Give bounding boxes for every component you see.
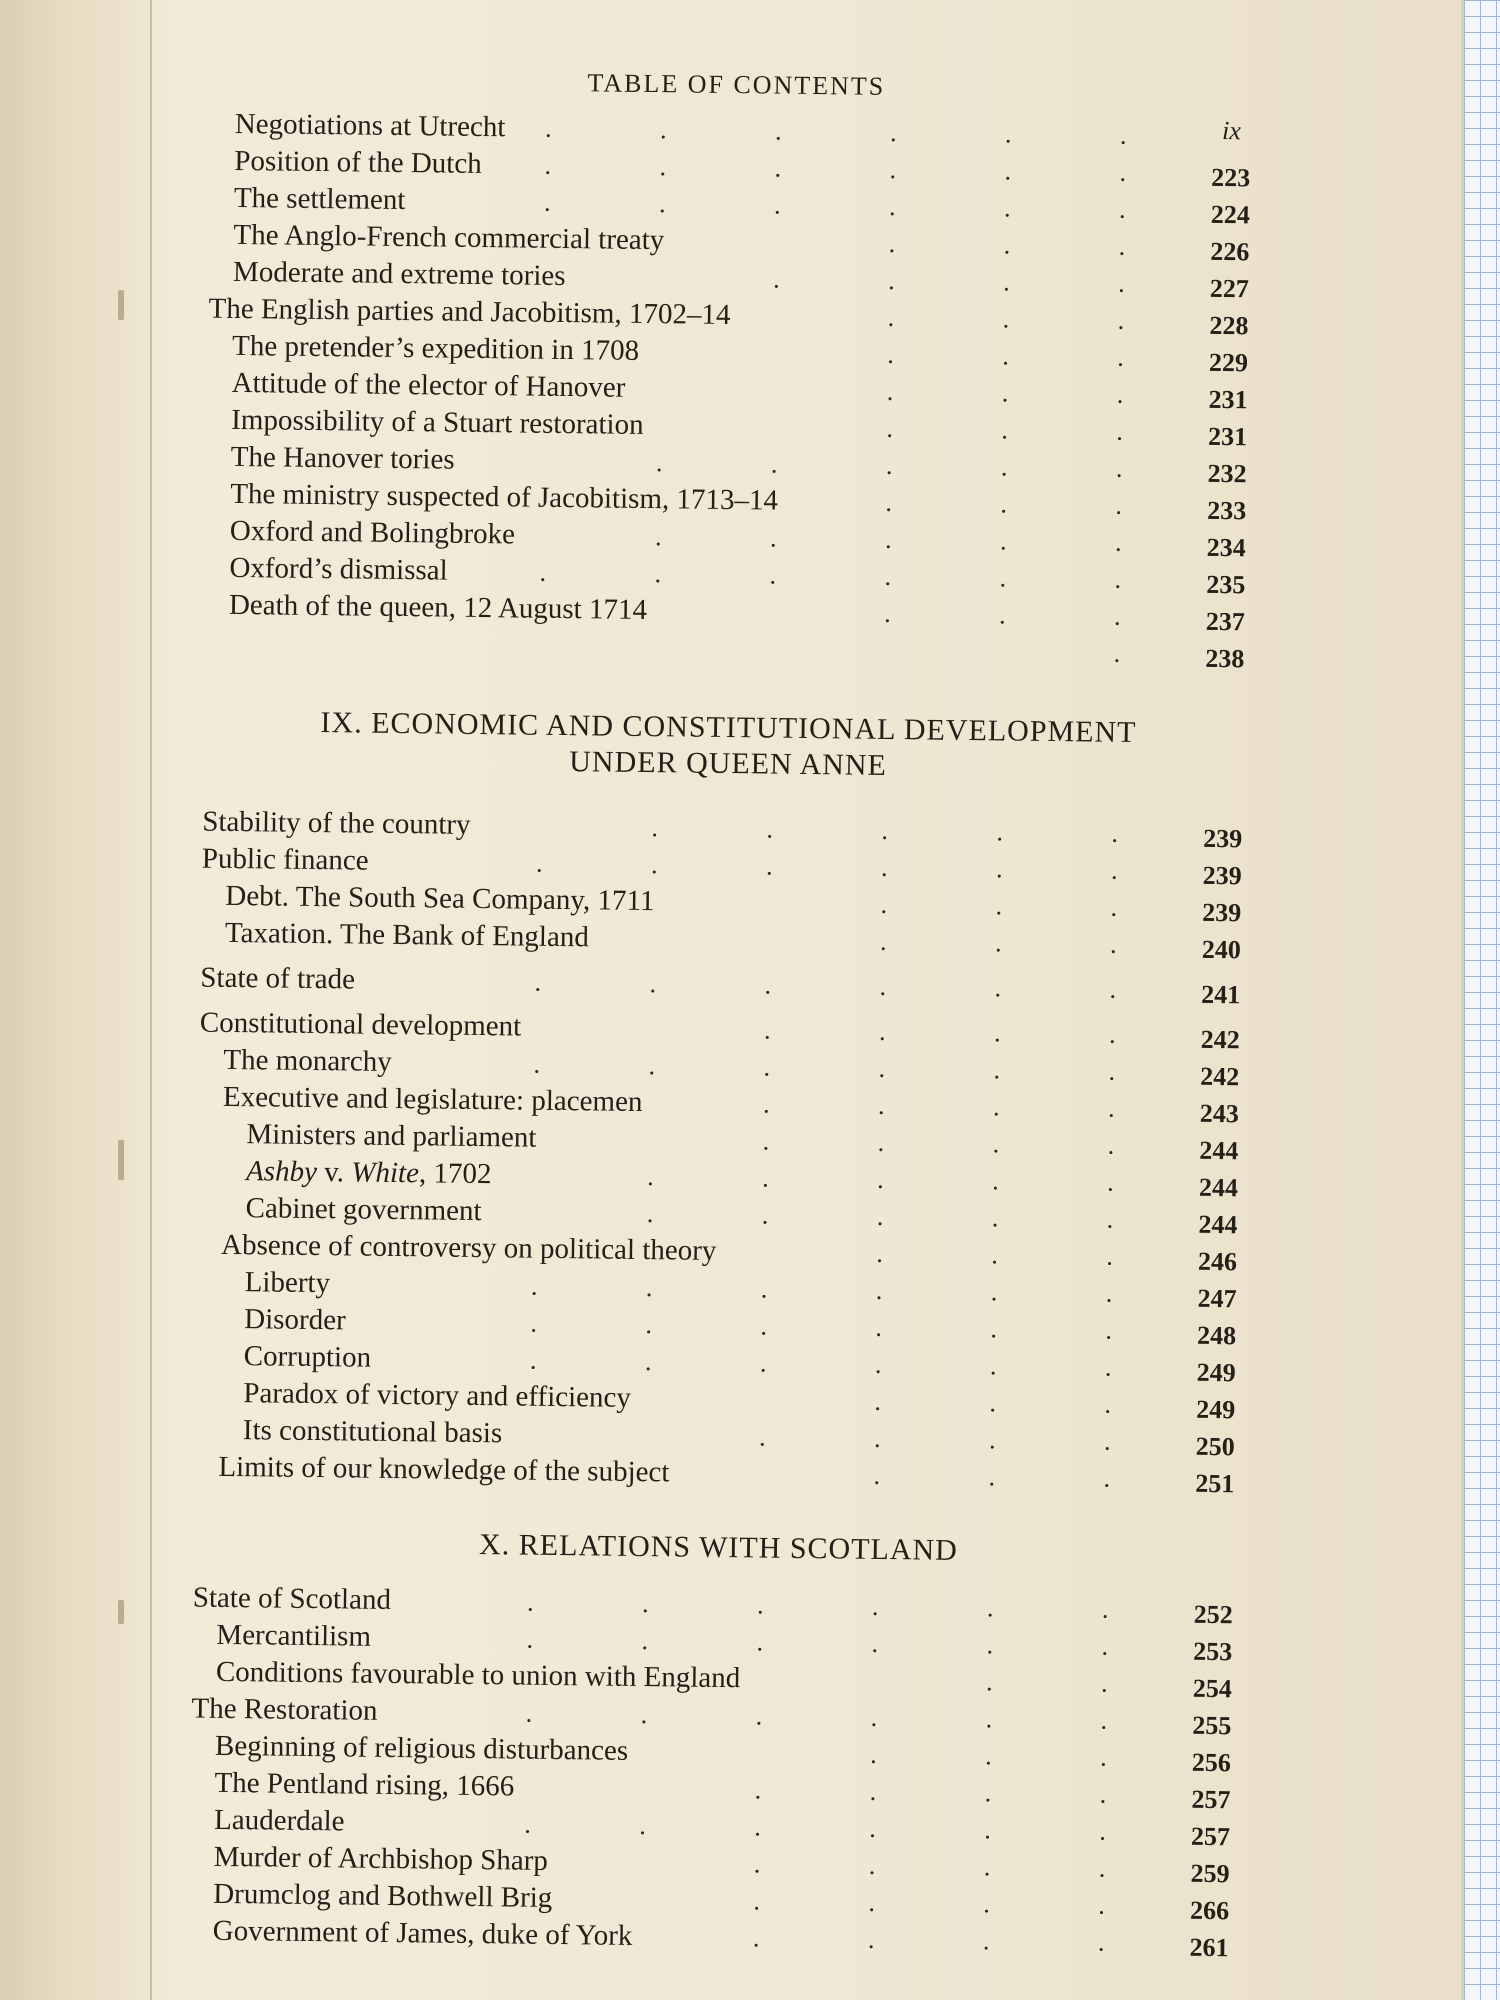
toc-entry-page: 261 (1189, 1932, 1229, 1963)
toc-entry-title: Negotiations at Utrecht (234, 107, 506, 144)
toc-entry-page: 239 (1203, 823, 1243, 854)
dot-leader: . . . (887, 302, 1125, 335)
toc-entry-title: Impossibility of a Stuart restoration (231, 403, 644, 441)
case-name-italic: Ashby (245, 1155, 318, 1189)
toc-entry-page: 235 (1206, 569, 1246, 600)
toc-entry-title: Ministers and parliament (246, 1118, 537, 1154)
toc-entry-page: 239 (1202, 860, 1242, 891)
dot-leader: . . . . . . (544, 150, 1127, 187)
graph-paper-strip (1461, 0, 1500, 2000)
toc-entry-title: Beginning of religious disturbances (214, 1729, 629, 1767)
toc-entry-page: 232 (1207, 458, 1247, 489)
toc-entry-title: Moderate and extreme tories (232, 255, 566, 292)
toc-entry-page: 238 (1205, 643, 1245, 674)
dot-leader: . . . . . (655, 448, 1123, 483)
toc-chapter-ix (194, 804, 1252, 1499)
dot-leader: . . . (886, 376, 1124, 409)
dot-leader: . . . . (763, 1015, 1116, 1049)
dot-leader: . . (985, 1667, 1108, 1698)
toc-entry-title: Liberty (244, 1266, 331, 1300)
toc-entry-title: The pretender’s expedition in 1708 (231, 329, 640, 367)
toc-entry-page: 255 (1192, 1710, 1232, 1741)
dot-leader: . . . . . . (530, 1271, 1113, 1308)
book-page (188, 44, 1262, 1987)
toc-entry-page: 259 (1190, 1858, 1230, 1889)
page-number: ix (1221, 116, 1242, 146)
toc-entry-page: 240 (1201, 934, 1242, 965)
toc-entry-title: The Pentland rising, 1666 (214, 1766, 515, 1803)
toc-entry-title: State of Scotland (192, 1581, 392, 1616)
chapter-heading: X. RELATIONS WITH SCOTLAND (478, 1528, 959, 1567)
toc-entry (200, 960, 1250, 1010)
toc-entry-page: 251 (1195, 1468, 1235, 1499)
toc-entry-title (246, 1153, 492, 1193)
toc-entry-page: 234 (1206, 532, 1246, 563)
chapter-heading-line: IX. ECONOMIC AND CONSTITUTIONAL DEVELOPMENT (320, 706, 1137, 750)
dot-leader: . . . . . . (543, 187, 1126, 224)
toc-entry-title: Executive and legislature: placemen (222, 1080, 643, 1118)
toc-entry-title: Attitude of the elector of Hanover (231, 366, 626, 404)
dot-leader: . . . (876, 1238, 1114, 1271)
dot-leader: . . . . . (646, 1199, 1114, 1234)
toc-entry-page: 242 (1200, 1061, 1240, 1092)
dot-leader: . . . . . . (526, 1587, 1109, 1624)
toc-entry-title: Conditions favourable to union with England (215, 1655, 741, 1695)
toc-entry-page: 229 (1208, 347, 1249, 378)
toc-entry-page: 249 (1196, 1357, 1236, 1388)
dot-leader: . . . . . . (530, 1308, 1113, 1345)
case-versus: v. (316, 1156, 352, 1189)
dot-leader: . . . . . . (539, 557, 1122, 594)
toc-entry-page: 252 (1193, 1599, 1233, 1630)
toc-entry-title: Lauderdale (213, 1803, 345, 1838)
toc-entry-page: 254 (1192, 1673, 1232, 1704)
binding-stitch (118, 1140, 124, 1180)
toc-entry-page (1191, 122, 1251, 123)
toc-entry-page: 243 (1199, 1098, 1240, 1129)
dot-leader: . . . (874, 1386, 1112, 1419)
toc-entry-page: 244 (1199, 1135, 1239, 1166)
toc-entry-title: Oxford’s dismissal (229, 551, 448, 587)
toc-entry-title: The Hanover tories (230, 440, 455, 476)
dot-leader: . . . . . (654, 522, 1122, 557)
dot-leader: . . . . . (647, 1162, 1114, 1197)
dot-leader: . . . . (758, 1422, 1111, 1456)
toc-entry-page: 224 (1210, 199, 1250, 230)
toc-entry-page: 228 (1209, 310, 1249, 341)
dot-leader: . . . . (753, 1886, 1106, 1920)
toc-entry-page: 223 (1211, 162, 1251, 193)
toc-entry-page: 257 (1191, 1784, 1231, 1815)
dot-leader: . . . . . . (524, 1809, 1106, 1846)
chapter-heading (203, 704, 1254, 789)
toc-entry-page: 246 (1197, 1246, 1238, 1277)
toc-entry-page: 227 (1209, 273, 1250, 304)
toc-entry-title: Limits of our knowledge of the subject (218, 1450, 670, 1489)
toc-entry-title: Debt. The South Sea Company, 1711 (225, 879, 655, 918)
dot-leader: . . . (880, 889, 1118, 922)
dot-leader: . . . (888, 228, 1126, 261)
toc-entry-page: 266 (1189, 1895, 1230, 1926)
dot-leader: . . . . (753, 1849, 1106, 1883)
toc-entry-page: 257 (1190, 1821, 1231, 1852)
toc-entry-page: 241 (1201, 979, 1241, 1010)
toc-entry-title: Government of James, duke of York (212, 1914, 633, 1952)
dot-leader: . . . . . (651, 813, 1119, 848)
toc-entry-title: The monarchy (223, 1043, 392, 1078)
dot-leader: . . . . (754, 1775, 1107, 1809)
toc-entry-title: Its constitutional basis (242, 1414, 503, 1450)
dot-leader: . . . (879, 926, 1117, 959)
toc-entry-title: The Restoration (191, 1692, 378, 1727)
dot-leader: . (1113, 638, 1121, 668)
dot-leader: . . . . . . (534, 967, 1117, 1004)
chapter-heading-line: UNDER QUEEN ANNE (569, 745, 888, 782)
dot-leader: . . . . . . (544, 113, 1127, 150)
toc-entry-title: The ministry suspected of Jacobitism, 1713–14 (230, 477, 779, 517)
book-binding-edge (0, 0, 152, 2000)
toc-entry-title: Constitutional development (199, 1006, 522, 1043)
toc-entry-title: Absence of controversy on political theory (220, 1228, 717, 1267)
toc-entry-page: 253 (1193, 1636, 1233, 1667)
toc-chapter-x (189, 1580, 1243, 1963)
dot-leader: . . . . . . (525, 1698, 1108, 1735)
toc-entry-title: Corruption (243, 1340, 372, 1374)
dot-leader: . . . . (762, 1089, 1115, 1123)
dot-leader: . . . . . . (526, 1624, 1109, 1661)
dot-leader: . . . . (773, 264, 1125, 298)
toc-entry-title: Disorder (244, 1303, 346, 1337)
toc-entry-title: Drumclog and Bothwell Brig (213, 1877, 553, 1914)
toc-entry-title: State of trade (200, 961, 356, 996)
toc-entry-page: 233 (1207, 495, 1247, 526)
toc-entry-page: 237 (1205, 606, 1246, 637)
dot-leader: . . . (873, 1460, 1111, 1493)
toc-entry-title: Oxford and Bolingbroke (229, 514, 516, 551)
toc-entry-page: 249 (1196, 1394, 1236, 1425)
toc-entry-page: 244 (1198, 1209, 1238, 1240)
toc-entry-page: 244 (1198, 1172, 1239, 1203)
toc-entry-title: Position of the Dutch (234, 144, 482, 180)
toc-entry-page: 239 (1202, 897, 1242, 928)
case-name-italic: White (351, 1156, 420, 1190)
toc-entry-title: Public finance (201, 842, 369, 877)
dot-leader: . . . . . . (529, 1345, 1112, 1382)
toc-entry-title: The Anglo-French commercial treaty (233, 218, 665, 257)
toc-entry-title: The settlement (233, 181, 406, 217)
binding-stitch (118, 290, 124, 320)
toc-entry-title: Stability of the country (202, 805, 471, 841)
toc-entry-page: 247 (1197, 1283, 1237, 1314)
dot-leader: . . . (887, 339, 1124, 372)
toc-entry-page: 250 (1195, 1431, 1235, 1462)
dot-leader: . . . (886, 413, 1124, 446)
toc-entry-page: 248 (1196, 1320, 1237, 1351)
binding-stitch (118, 1600, 124, 1624)
toc-entry-title: Death of the queen, 12 August 1714 (228, 588, 648, 627)
dot-leader: . . . . (752, 1923, 1105, 1957)
toc-entry-page: 256 (1191, 1747, 1232, 1778)
toc-entry-page: 231 (1208, 384, 1248, 415)
dot-leader: . . . . . . (535, 848, 1118, 885)
case-year: , 1702 (418, 1157, 492, 1191)
dot-leader: . . . . . . (533, 1049, 1116, 1086)
dot-leader: . . . (883, 598, 1121, 631)
toc-entry-title: Taxation. The Bank of England (224, 916, 590, 954)
toc-entry-title: Cabinet government (245, 1192, 482, 1228)
running-head: TABLE OF CONTENTS (587, 68, 886, 101)
dot-leader: . . . (870, 1739, 1107, 1772)
toc-entry-title: Paradox of victory and efficiency (243, 1377, 632, 1414)
toc-section-continued (204, 106, 1261, 674)
toc-entry-title: The English parties and Jacobitism, 1702–14 (208, 292, 731, 332)
toc-entry-title: Murder of Archbishop Sharp (213, 1840, 549, 1877)
toc-entry-page: 242 (1200, 1024, 1240, 1055)
dot-leader: . . . . (762, 1126, 1115, 1160)
toc-entry-page: 226 (1210, 236, 1250, 267)
dot-leader: . . . (885, 487, 1123, 520)
toc-entry-title: Mercantilism (216, 1618, 372, 1653)
toc-entry-page: 231 (1207, 421, 1248, 452)
